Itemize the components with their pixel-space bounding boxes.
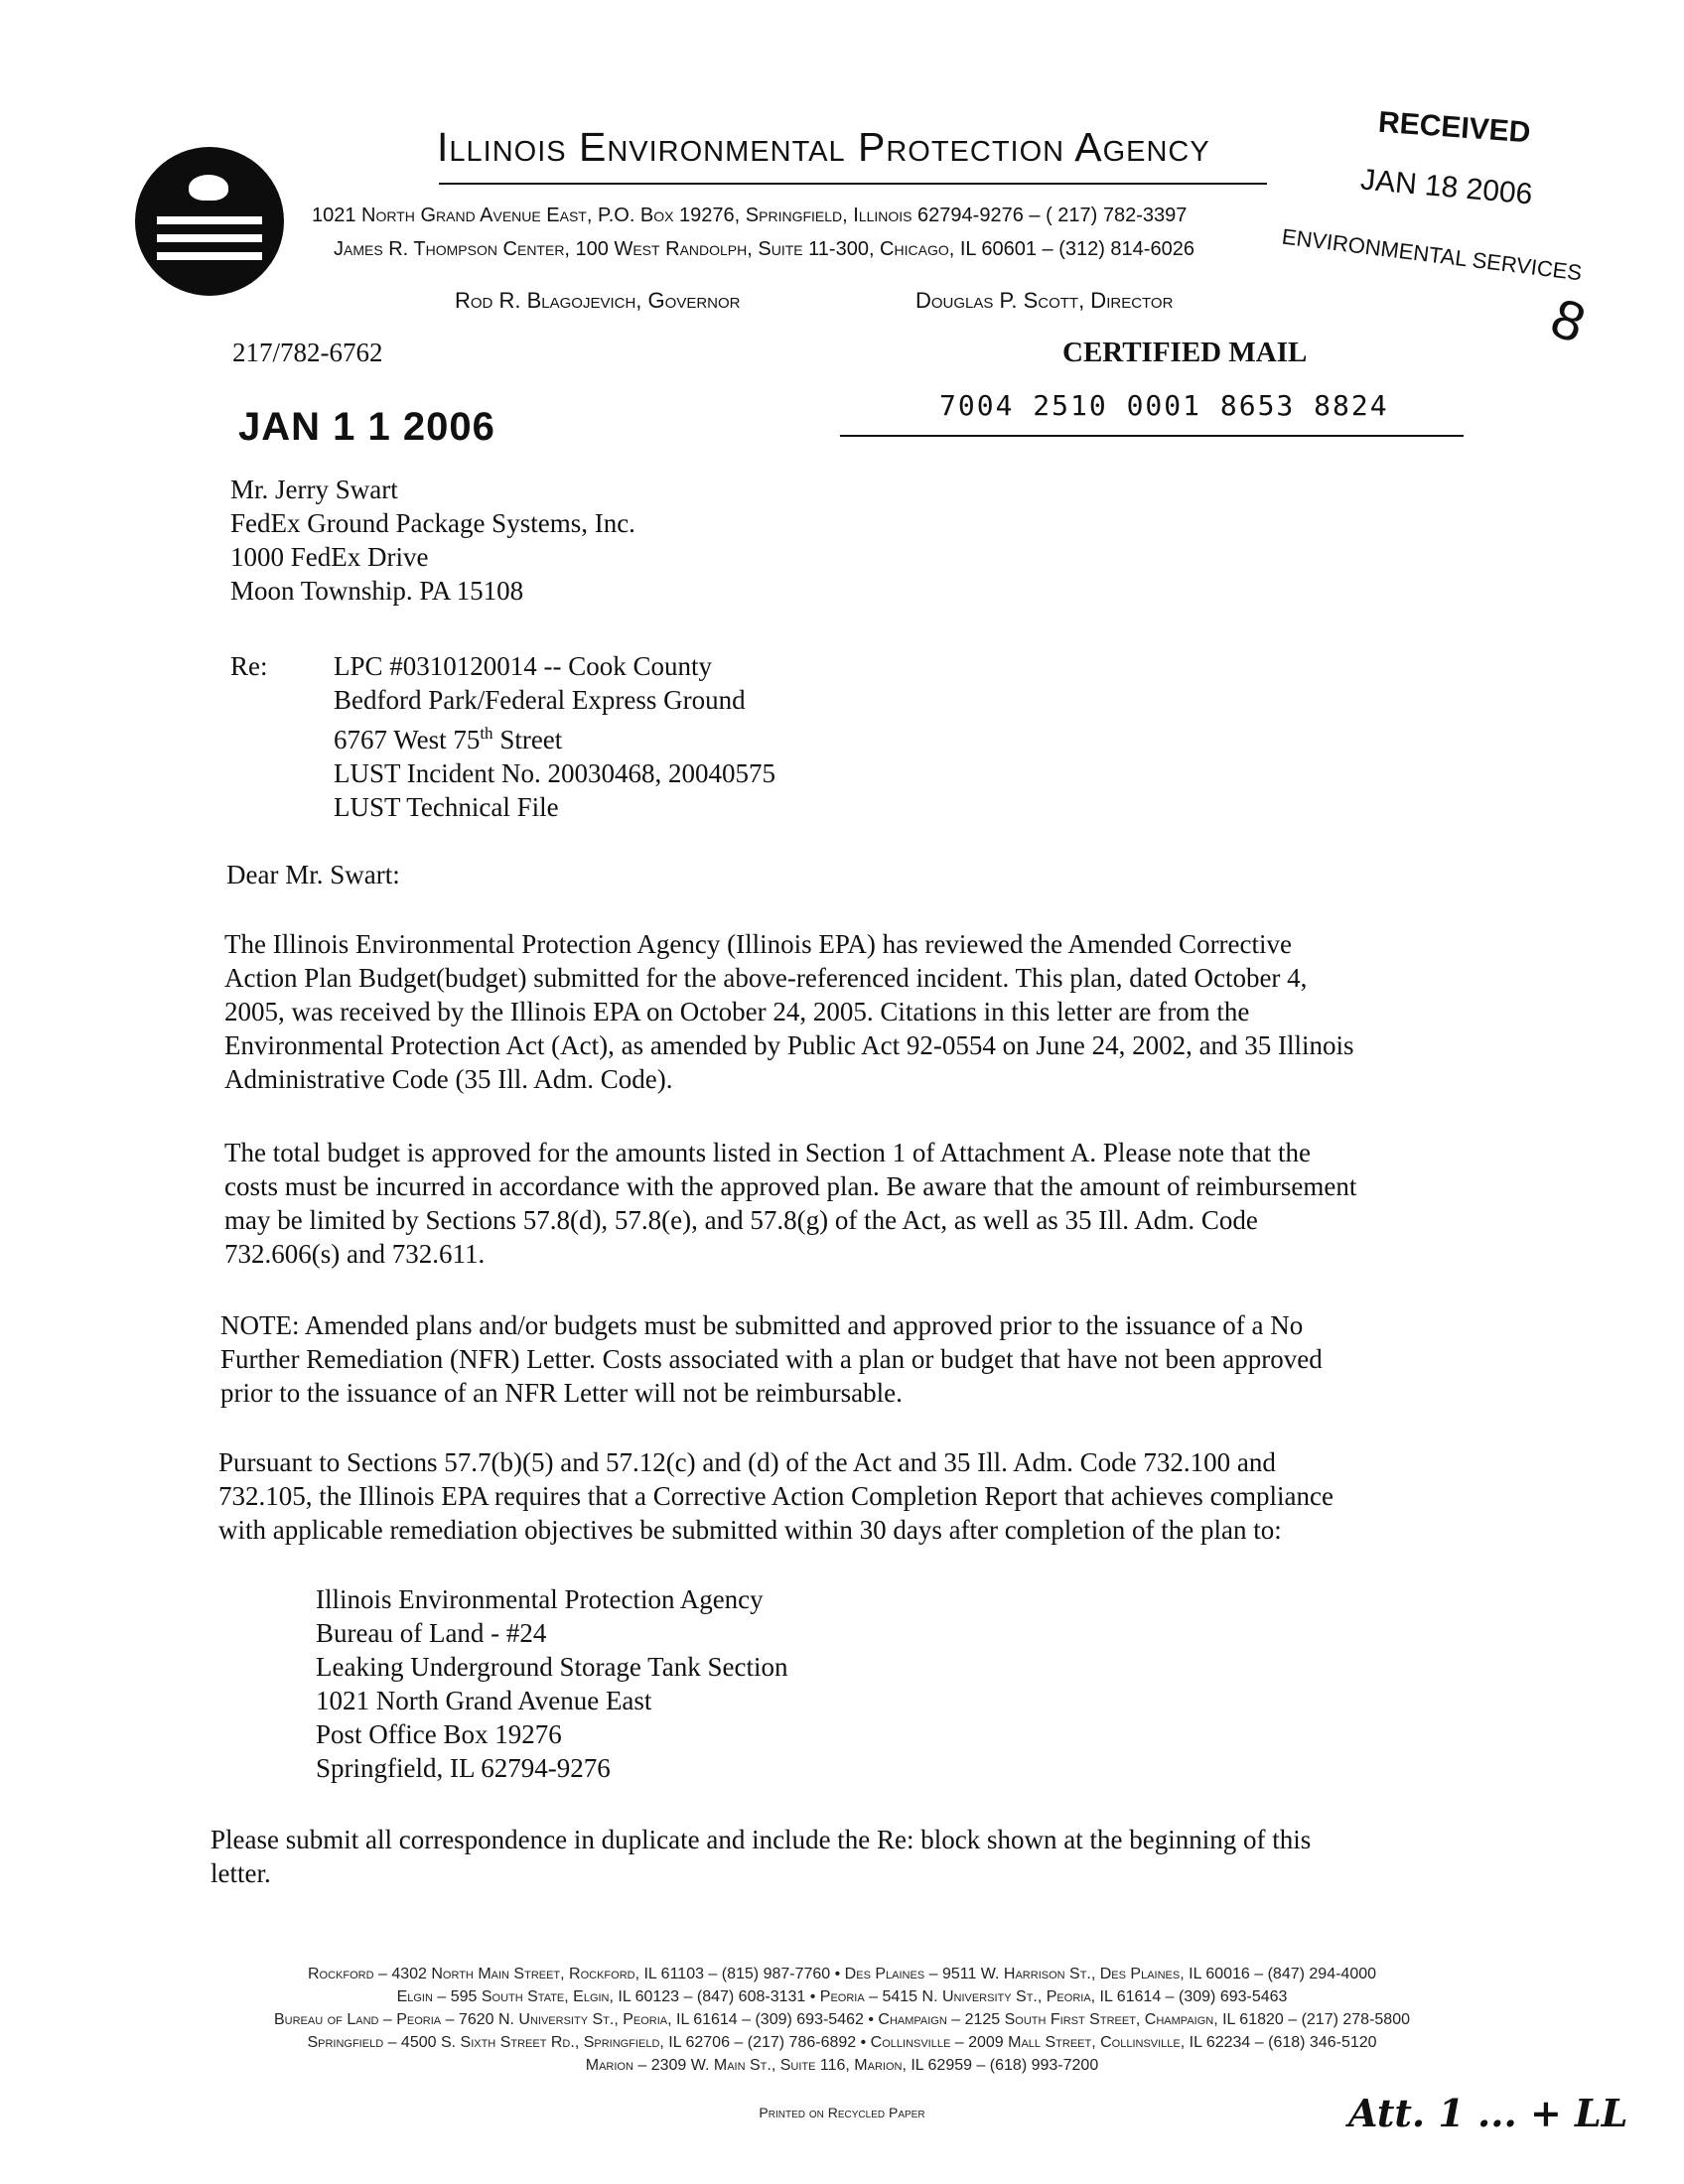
director-name: Douglas P. Scott, Director	[915, 288, 1174, 313]
paragraph-line: Administrative Code (35 Ill. Adm. Code).	[224, 1064, 673, 1094]
re-line: Bedford Park/Federal Express Ground	[334, 685, 746, 715]
received-stamp-label: RECEIVED	[1377, 105, 1532, 150]
recipient-line: 1000 FedEx Drive	[230, 542, 429, 572]
letterhead-address-2: James R. Thompson Center, 100 West Randolph, Suite 11-300, Chicago, IL 60601 – (312) 814-6026	[334, 238, 1194, 260]
paragraph-4	[218, 1445, 1509, 1547]
re-street-rest: Street	[492, 725, 563, 754]
re-line	[334, 717, 775, 756]
paragraph-2	[224, 1136, 1515, 1271]
paragraph-line: NOTE: Amended plans and/or budgets must be submitted and approved prior to the issuance of a No	[220, 1310, 1304, 1340]
paragraph-line: 2005, was received by the Illinois EPA on October 24, 2005. Citations in this letter are from the	[224, 997, 1250, 1026]
letterhead-rule	[439, 183, 1267, 185]
paragraph-line: Pursuant to Sections 57.7(b)(5) and 57.12(c) and (d) of the Act and 35 Ill. Adm. Code 732.100 and	[218, 1447, 1276, 1477]
recipient-line: FedEx Ground Package Systems, Inc.	[230, 508, 635, 538]
received-stamp-date: JAN 18 2006	[1358, 163, 1534, 211]
mailing-address-line: Illinois Environmental Protection Agency	[316, 1584, 764, 1614]
mailing-address-line: Springfield, IL 62794-9276	[316, 1753, 611, 1783]
footer-offices-5: Marion – 2309 W. Main St., Suite 116, Marion, IL 62959 – (618) 993-7200	[585, 2057, 1099, 2074]
received-stamp-mark: 8	[1543, 285, 1594, 355]
re-line: LPC #0310120014 -- Cook County	[334, 651, 713, 681]
paragraph-line: Action Plan Budget(budget) submitted for the above-referenced incident. This plan, dated October 4,	[224, 963, 1308, 993]
mailing-address	[316, 1582, 788, 1785]
footer-offices-4: Springfield – 4500 S. Sixth Street Rd., Springfield, IL 62706 – (217) 786-6892 • Collinsville – 2009 Mall Street, Collinsville, IL 62234 – (618) 346-5120	[307, 2034, 1377, 2051]
footer-offices-2: Elgin – 595 South State, Elgin, IL 60123 – (847) 608-3131 • Peoria – 5415 N. University St., Peoria, IL 61614 – (309) 693-5463	[396, 1988, 1288, 2005]
certified-rule	[840, 435, 1464, 437]
received-stamp-dept: ENVIRONMENTAL SERVICES	[1280, 223, 1584, 286]
re-line: LUST Technical File	[334, 792, 559, 822]
recycled-paper-note: Printed on Recycled Paper	[759, 2105, 925, 2120]
paragraph-line: costs must be incurred in accordance with the approved plan. Be aware that the amount of reimbursement	[224, 1171, 1357, 1201]
mailing-address-line: Post Office Box 19276	[316, 1719, 562, 1749]
re-street-suffix: th	[480, 724, 493, 743]
certified-mail-number: 7004 2510 0001 8653 8824	[939, 389, 1389, 422]
mailing-address-line: Bureau of Land - #24	[316, 1618, 547, 1648]
re-label: Re:	[230, 651, 268, 681]
recipient-block	[230, 473, 635, 608]
date-stamp: JAN 1 1 2006	[238, 405, 495, 449]
attachment-handwritten-mark: Att. 1 ... + LL	[1348, 2091, 1628, 2135]
paragraph-line: with applicable remediation objectives be submitted within 30 days after completion of the plan to:	[218, 1515, 1282, 1545]
re-block	[334, 649, 775, 824]
agency-title: Illinois Environmental Protection Agency	[437, 124, 1210, 170]
paragraph-line: Environmental Protection Act (Act), as amended by Public Act 92-0554 on June 24, 2002, and 35 Illinois	[224, 1030, 1354, 1060]
phone-number: 217/782-6762	[232, 338, 383, 367]
recipient-line: Moon Township. PA 15108	[230, 576, 524, 606]
paragraph-5	[210, 1823, 1501, 1890]
salutation: Dear Mr. Swart:	[226, 860, 400, 889]
paragraph-line: 732.606(s) and 732.611.	[224, 1239, 486, 1269]
paragraph-line: prior to the issuance of an NFR Letter will not be reimbursable.	[220, 1378, 903, 1408]
paragraph-1	[224, 927, 1515, 1096]
governor-name: Rod R. Blagojevich, Governor	[455, 288, 741, 313]
recipient-line: Mr. Jerry Swart	[230, 475, 398, 504]
certified-mail-label: CERTIFIED MAIL	[1062, 337, 1308, 368]
re-street: 6767 West 75	[334, 725, 481, 754]
re-line: LUST Incident No. 20030468, 20040575	[334, 758, 775, 788]
paragraph-line: letter.	[210, 1858, 271, 1888]
paragraph-line: Further Remediation (NFR) Letter. Costs associated with a plan or budget that have not been approved	[220, 1344, 1323, 1374]
footer-offices-3: Bureau of Land – Peoria – 7620 N. University St., Peoria, IL 61614 – (309) 693-5462 • Champaign – 2125 South First Street, Champaign, IL 61820 – (217) 278-5800	[273, 2011, 1410, 2028]
paragraph-line: Please submit all correspondence in duplicate and include the Re: block shown at the beginning of this	[210, 1825, 1312, 1854]
agency-logo	[135, 147, 284, 296]
letterhead-address-1: 1021 North Grand Avenue East, P.O. Box 19276, Springfield, Illinois 62794-9276 – ( 217) 782-3397	[312, 205, 1188, 226]
paragraph-line: The total budget is approved for the amounts listed in Section 1 of Attachment A. Please note that the	[224, 1138, 1312, 1167]
mailing-address-line: Leaking Underground Storage Tank Section	[316, 1652, 788, 1682]
mailing-address-line: 1021 North Grand Avenue East	[316, 1686, 652, 1715]
paragraph-line: may be limited by Sections 57.8(d), 57.8(e), and 57.8(g) of the Act, as well as 35 Ill. Adm. Code	[224, 1205, 1258, 1235]
footer-offices-1: Rockford – 4302 North Main Street, Rockford, IL 61103 – (815) 987-7760 • Des Plaines – 9511 W. Harrison St., Des Plaines, IL 60016 – (847) 294-4000	[307, 1966, 1377, 1982]
paragraph-line: The Illinois Environmental Protection Agency (Illinois EPA) has reviewed the Amended Corrective	[224, 929, 1293, 959]
paragraph-3	[220, 1308, 1511, 1410]
paragraph-line: 732.105, the Illinois EPA requires that a Corrective Action Completion Report that achieves compliance	[218, 1481, 1334, 1511]
